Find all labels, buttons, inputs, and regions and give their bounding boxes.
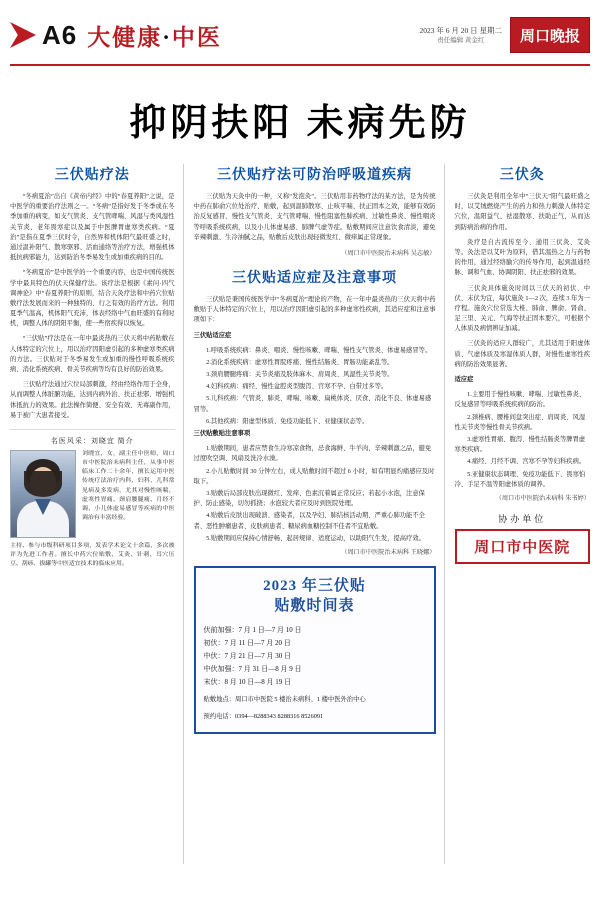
avatar [10, 450, 76, 538]
list-item: 3.颈肩腰腿疼痛：关节炎痛及肢体麻木、肩周炎、风湿性关节炎等。 [206, 371, 394, 379]
sponsor-label: 协办单位 [498, 513, 547, 524]
list-item: 1.呼吸系统疾病：鼻炎、咽炎、慢性咳嗽、哮喘、慢性支气管炎、体虚易感冒等。 [206, 346, 432, 354]
subheading-notices: 三伏贴敷贴注意事项 [193, 430, 251, 437]
paragraph: 三伏贴为天灸中的一种，又称“发泡灸”。三伏贴用非药物疗法的某方法，是为传统中药在肺俞穴位处治疗、贴敷，起到温肺散寒、止咳平喘、扶正固本之效，能够有效防治反复感冒、慢性支气管炎、支气管哮喘、慢性阻塞性肺疾病、过敏性鼻炎、慢性咽炎等呼吸系统疾病，以及小儿体虚易感、肺脾气虚等症。贴敷期间应注意饮食清淡，避免辛辣刺激、生冷油腻之品，贴敷后皮肤出现轻微发红、微痒属正常现象。 [193, 193, 436, 241]
schedule-title-line1: 2023 年三伏贴 [263, 577, 366, 594]
list-item: 2.小儿贴敷时间 30 分钟左右，成人贴敷时间不超过 6 小时，如有明显灼痛感应及时取下。 [193, 467, 435, 485]
paragraph: 三伏灸具体施灸时间以三伏天的初伏、中伏、末伏为宜，每伏施灸 1—2 次，连续 3 年为一疗程。施灸穴位常选大椎、肺俞、脾俞、肾俞、足三里、关元、气海等扶正固本要穴，可根据个人体质及病情辨证加减。 [454, 284, 590, 333]
schedule-title [204, 576, 426, 617]
paragraph: 三伏灸是利用全年中“三伏天”阳气最旺盛之时，以艾绒燃烧产生的药力和热力刺激人体特定穴位，温阳益气、祛湿散寒、扶助正气，从而达到防病治病的作用。 [454, 193, 590, 231]
schedule-row: 中伏加强：7 月 31 日—8 月 9 日 [203, 665, 302, 674]
column-middle [194, 164, 445, 864]
list-item: 4.贴敷后皮肤出现破溃、感染者，以及孕妇、肺结核活动期、严重心肺功能不全者、恶性肿瘤患者、皮肤病患者、糖尿病血糖控制不佳者不宜贴敷。 [193, 512, 425, 530]
list-item: 5.儿科疾病：气管炎、肺炎、哮喘、咳嗽、扁桃体炎、厌食、消化不良、体虚易感冒等。 [193, 395, 432, 413]
list-item: 1.主要用于慢性咳嗽、哮喘、过敏性鼻炎、反复感冒等呼吸系统疾病的防治。 [454, 391, 586, 409]
author-bio-extra: 主持、参与市级科研项目多项，发表学术论文十余篇，多次被评为先进工作者。擅长中药穴位贴敷、艾灸、针刺、耳穴压豆、刮痧、拔罐等中医适宜技术的临床应用。 [10, 542, 175, 568]
section-sub-label: 中医 [171, 24, 222, 50]
list-item: 3.虚寒性胃痛、腹泻、慢性结肠炎等脾胃虚寒类疾病。 [454, 435, 586, 454]
issue-meta [420, 25, 503, 46]
article-byline: （周口市中医院治未病科 朱书婷） [495, 494, 590, 502]
article-title-sanfujiu: 三伏灸 [499, 168, 545, 183]
paragraph: 三伏贴疗法通过穴位局部刺激，经由经络作用于全身，从而调整人体脏腑功能，达到内病外治、扶正祛邪、增强机体抵抗力的效果。此法操作简便、安全有效、无毒副作用，易于被广大患者接受。 [10, 381, 175, 419]
paper-logo: 周口晚报 [510, 17, 590, 53]
masthead-right [420, 17, 591, 53]
masthead [10, 6, 590, 66]
author-profile [10, 429, 175, 569]
list-item: 5.亚健康状态调理、免疫功能低下、畏寒怕冷、手足不温等阳虚体质的调养。 [454, 470, 586, 488]
schedule-row: 中伏：7 月 21 日—7 月 30 日 [203, 652, 292, 661]
section-separator: · [162, 24, 172, 50]
section-title [87, 19, 222, 52]
article-title-indications: 三伏贴适应症及注意事项 [232, 270, 398, 286]
sponsor-box [455, 512, 591, 564]
arrow-marker-icon [10, 22, 36, 48]
list-item: 2.消化系统疾病：虚寒性胃脘疼痛、慢性结肠炎、胃肠功能紊乱等。 [206, 358, 394, 366]
paragraph: 三伏灸的适应人群较广，尤其适用于阳虚体质、气虚体质及寒湿体质人群，对慢性虚寒性疾病的防治效果显著。 [454, 340, 590, 368]
page-number: A6 [42, 19, 78, 50]
page-headline: 抑阴扶阳 未病先防 [129, 103, 471, 144]
schedule-address: 贴敷地点：周口市中医院 5 楼治未病科、1 楼中医外治中心 [203, 696, 366, 704]
column-left [10, 164, 184, 864]
schedule-row: 初伏：7 月 11 日—7 月 20 日 [203, 639, 291, 648]
author-bio: 刘晓宜，女，副主任中医师，周口市中医院治未病科主任，从事中医临床工作二十余年，擅长运用中医传统疗法治疗内科、妇科、儿科常见病及多发病，尤其对慢性咳喘、虚寒性胃痛、颈肩腰腿痛、月经不调、小儿体虚易感冒等疾病的中医调治有丰富经验。 [82, 450, 175, 521]
paragraph: 三伏贴是秉国传统医学中“冬病夏治”理论的产物，在一年中最炎热的三伏天将中药敷贴于人体特定的穴位上，用以治疗因阳虚引起的多种虚寒性疾病，其适应症和注意事项如下： [193, 295, 436, 324]
portrait-hair-back [24, 471, 62, 497]
paragraph: “三伏贴”疗法是在一年中最炎热的三伏天将中药贴敷在人体特定的穴位上，用以治疗因阳虚引起的多种虚寒类疾病的方法。三伏贴对于冬季易发生或加重的慢性呼吸系统疾病、消化系统疾病、骨关节疾病等均有良好的防治效果。 [10, 335, 175, 373]
newspaper-page [0, 6, 600, 899]
author-name: 名医风采：刘晓宜 简介 [50, 436, 134, 445]
schedule-row: 末伏：8 月 10 日—8 月 19 日 [203, 678, 292, 687]
paragraph: 灸疗是自古流传至今、通用三伏灸、艾灸等。灸法是以艾叶为原料，借其温热之力与药物的作用，通过经络腧穴的传导作用，起到温通经脉、调和气血、协调阴阳、扶正祛邪的效果。 [454, 238, 590, 277]
schedule-phone: 预约电话：0394—8288343 8288316 8526091 [203, 712, 324, 720]
author-wrap [10, 450, 175, 538]
article-byline: （周口市中医院治未病科 吴志敏） [341, 249, 436, 257]
column-right [455, 164, 591, 864]
schedule-title-line2: 贴敷时间表 [274, 598, 355, 615]
section-main-label: 大健康 [87, 24, 163, 50]
article-byline: （周口市中医院治未病科 王晓娜） [341, 548, 436, 556]
article-columns [0, 164, 600, 864]
list-item: 1.贴敷期间，患者应禁食生冷寒凉食物，忌食海鲜、牛羊肉、辛辣刺激之品，避免过度吹空调、风扇及洗冷水澡。 [193, 445, 432, 463]
subheading-applicable: 适应症 [454, 376, 474, 383]
paragraph: “冬病夏治”出自《黄帝内经》中的“春夏养阳”之说，是中医学的重要治疗法则之一。“冬病”是指好发于冬季或在冬季加重的病变，如支气管炎、支气管哮喘、风湿与类风湿性关节炎、老年畏寒症以及属于中医脾胃虚寒类疾病。“夏治”是指在夏季三伏时令，自然界和机体阳气最旺盛之时，通过温补阳气、散寒驱邪、活血通络等治疗方法，增强机体抵抗病邪能力，达到防治冬季易发生或加重疾病的目的。 [10, 193, 175, 262]
schedule-box [194, 566, 436, 735]
issue-date: 2023 年 6 月 20 日 星期二 [419, 25, 502, 35]
list-item: 2.颈椎病、腰椎间盘突出症、肩周炎、风湿性关节炎等慢性骨关节疾病。 [454, 413, 586, 431]
issue-editor: 责任编辑 黄金红 [437, 36, 485, 44]
list-item: 4.妇科疾病：痛经、慢性盆腔炎型腹泻、宫寒不孕、白带过多等。 [206, 383, 388, 391]
list-item: 4.痛经、月经不调、宫寒不孕等妇科疾病。 [467, 458, 586, 466]
schedule-row: 伏前加强：7 月 1 日—7 月 10 日 [203, 626, 302, 635]
article-title-respiratory: 三伏贴疗法可防治呼吸道疾病 [217, 168, 413, 183]
list-item: 6.其他疾病：阳虚型体质、免疫功能低下、亚健康状态等。 [206, 417, 369, 425]
list-item: 5.贴敷期间应保持心情舒畅、起居规律、适度运动，以助阳气生发，提高疗效。 [206, 534, 425, 542]
hospital-name: 周口市中医院 [455, 529, 591, 564]
subheading-indications: 三伏贴适应症 [193, 331, 232, 339]
article-title-sanfutie-therapy: 三伏贴疗法 [54, 168, 130, 183]
paragraph: “冬病夏治”是中医学的一个重要内容，也是中国传统医学中最具特色的伏天保健疗法。该疗法是根据《素问·四气调神论》中“春夏养阳”的原则，结合天灸疗法和中药穴位贴敷疗法发展而来的一种独特的、行之有效的治疗方法。利用夏季气温高，机体阳气充沛，体表经络中气血旺盛的有利时机，调整人体的阴阳平衡，使一些宿疾得以恢复。 [10, 269, 175, 328]
list-item: 3.贴敷后局部皮肤出现微红、发痒、色素沉着属正常反应；若起小水泡，注意保护、防止感染，切勿抓挠；水泡较大者应及时到医院处理。 [193, 489, 425, 508]
